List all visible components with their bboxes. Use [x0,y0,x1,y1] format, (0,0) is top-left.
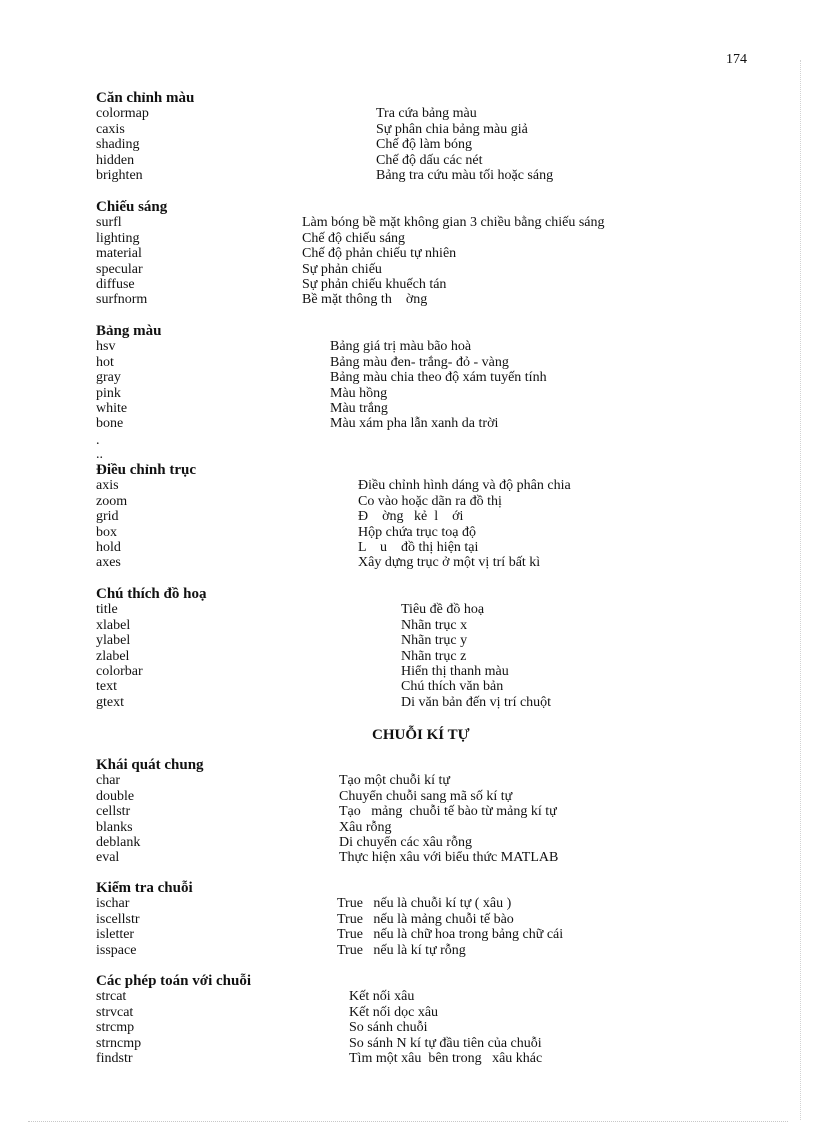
command-name: double [96,788,135,804]
command-description: Đ ờng kẻ l ới [358,509,464,525]
command-name: strncmp [96,1035,142,1051]
command-description: Chú thích văn bản [401,679,504,695]
command-description: Hộp chứa trục toạ độ [358,524,476,540]
command-description: Hiển thị thanh màu [401,663,509,679]
command-description: Tiêu đề đồ hoạ [401,602,485,618]
ellipsis-dot: . [96,433,100,448]
list-item [96,137,736,152]
section-axis-control [96,463,736,571]
command-description: True nếu là kí tự rỗng [337,942,466,958]
command-description: Bề mặt thông th ờng [302,292,428,308]
command-name: findstr [96,1050,133,1066]
list-item [96,695,736,710]
list-item [96,1020,736,1035]
command-description: Màu trắng [330,400,388,416]
command-name: white [96,400,128,416]
command-name: lighting [96,230,140,246]
list-item [96,478,736,493]
command-name: diffuse [96,276,135,292]
list-item [96,106,736,121]
command-name: title [96,602,118,618]
command-description: Kết nối dọc xâu [349,1004,439,1020]
command-name: colorbar [96,663,143,679]
list-item [96,943,736,958]
command-name: grid [96,509,119,525]
section-heading: Khái quát chung [96,757,204,773]
command-description: Chế độ làm bóng [376,137,473,153]
command-description: Kết nối xâu [349,989,415,1005]
page-number: 174 [726,52,747,67]
command-description: Di chuyển các xâu rỗng [339,834,472,850]
command-name: text [96,679,117,695]
list-item [96,912,736,927]
command-description: Tìm một xâu bên trong xâu khác [349,1050,543,1066]
command-name: box [96,524,117,540]
command-name: pink [96,385,121,401]
list-item [96,494,736,509]
section-string-tests [96,881,736,958]
command-description: Thực hiện xâu với biểu thức MATLAB [339,850,559,866]
command-description: Xây dựng trục ở một vị trí bất kì [358,555,541,571]
list-item [96,1036,736,1051]
command-name: caxis [96,121,125,137]
command-name: deblank [96,834,141,850]
command-name: strvcat [96,1004,134,1020]
list-item [96,540,736,555]
command-description: Di văn bản đến vị trí chuột [401,694,552,710]
command-name: ischar [96,896,130,912]
section-general [96,758,736,866]
list-item [96,215,736,230]
section-string-operations [96,974,736,1066]
command-description: Điều chỉnh hình dáng và độ phân chia [358,478,571,494]
list-item [96,664,736,679]
list-item [96,262,736,277]
section-lighting [96,200,736,308]
command-description: Chế độ dấu các nét [376,152,483,168]
list-item [96,896,736,911]
command-description: True nếu là chữ hoa trong bảng chữ cái [337,927,564,943]
list-item [96,789,736,804]
section-heading: Chú thích đồ hoạ [96,586,207,602]
command-description: Bảng màu đen- trắng- đỏ - vàng [330,354,509,370]
command-name: strcmp [96,1020,135,1036]
command-description: Chế độ phản chiếu tự nhiên [302,246,457,262]
command-name: surfl [96,215,122,231]
section-color-adjust [96,91,736,183]
list-item [96,649,736,664]
command-description: So sánh chuỗi [349,1020,428,1036]
list-item [96,602,736,617]
command-name: material [96,246,142,262]
list-item [96,168,736,183]
section-heading: Căn chỉnh màu [96,90,195,106]
command-name: shading [96,137,140,153]
section-heading: Kiểm tra chuỗi [96,880,193,896]
list-item [96,355,736,370]
command-description: Sự phân chia bảng màu giả [376,121,528,137]
section-heading: Chiếu sáng [96,199,168,215]
command-description: Bảng màu chia theo độ xám tuyến tính [330,370,547,386]
command-name: hidden [96,152,135,168]
command-name: gtext [96,694,124,710]
list-item [96,153,736,168]
list-item [96,820,736,835]
command-name: eval [96,850,120,866]
command-name: zoom [96,493,128,509]
command-name: iscellstr [96,911,140,927]
command-name: colormap [96,106,149,122]
list-item [96,989,736,1004]
list-item [96,804,736,819]
section-graph-annotation [96,587,736,710]
command-name: ylabel [96,633,131,649]
command-name: bone [96,416,124,432]
command-name: specular [96,261,143,277]
list-item [96,618,736,633]
list-item [96,525,736,540]
command-description: Nhãn trục z [401,648,467,664]
command-description: Bảng giá trị màu bão hoà [330,339,472,355]
list-item [96,370,736,385]
command-description: Màu hồng [330,385,388,401]
list-item [96,555,736,570]
list-item [96,122,736,137]
list-item [96,416,736,431]
list-item [96,231,736,246]
command-name: brighten [96,167,143,183]
chapter-title: CHUỖI KÍ TỰ [372,727,470,743]
command-name: xlabel [96,617,131,633]
list-item [96,509,736,524]
list-item [96,1051,736,1066]
command-name: char [96,773,121,789]
list-item [96,292,736,307]
command-description: Màu xám pha lẫn xanh da trời [330,416,499,432]
command-description: Chuyển chuỗi sang mã số kí tự [339,788,513,804]
list-item [96,927,736,942]
command-description: So sánh N kí tự đầu tiên của chuỗi [349,1035,542,1051]
command-description: L u đồ thị hiện tại [358,539,479,555]
command-name: gray [96,370,121,386]
list-item [96,401,736,416]
list-item [96,679,736,694]
command-description: Nhãn trục y [401,633,468,649]
command-description: Tra cứa bảng màu [376,106,477,122]
command-description: Tạo mảng chuỗi tế bào từ mảng kí tự [339,804,557,820]
command-description: Co vào hoặc dãn ra đồ thị [358,493,502,509]
list-item [96,386,736,401]
command-name: zlabel [96,648,130,664]
command-name: cellstr [96,804,131,820]
command-name: hot [96,354,114,370]
command-description: True nếu là mảng chuỗi tế bào [337,911,514,927]
list-item [96,850,736,865]
command-description: Nhãn trục x [401,617,468,633]
list-item [96,1005,736,1020]
command-description: Làm bóng bề mặt không gian 3 chiều bằng chiếu sáng [302,215,605,231]
section-colormaps [96,324,736,432]
section-heading: Bảng màu [96,323,162,339]
list-item [96,835,736,850]
command-description: Bảng tra cứu màu tối hoặc sáng [376,167,554,183]
page-bottom-rule [28,1121,788,1122]
list-item [96,339,736,354]
command-name: blanks [96,819,133,835]
command-description: Chế độ chiếu sáng [302,230,406,246]
command-description: Tạo một chuỗi kí tự [339,773,451,789]
command-description: Sự phản chiếu [302,261,382,277]
command-description: Xâu rỗng [339,819,392,835]
section-heading: Điều chỉnh trục [96,462,197,478]
command-name: isspace [96,942,137,958]
command-description: True nếu là chuỗi kí tự ( xâu ) [337,896,512,912]
command-name: strcat [96,989,127,1005]
command-name: surfnorm [96,292,148,308]
page-edge-rule [800,60,801,1120]
ellipsis-dots: .. [96,447,103,462]
list-item [96,277,736,292]
list-item [96,773,736,788]
command-name: axis [96,478,119,494]
section-heading: Các phép toán với chuỗi [96,973,251,989]
command-name: axes [96,555,121,571]
list-item [96,246,736,261]
command-description: Sự phản chiếu khuếch tán [302,276,447,292]
list-item [96,633,736,648]
command-name: hold [96,539,121,555]
command-name: isletter [96,927,135,943]
command-name: hsv [96,339,116,355]
